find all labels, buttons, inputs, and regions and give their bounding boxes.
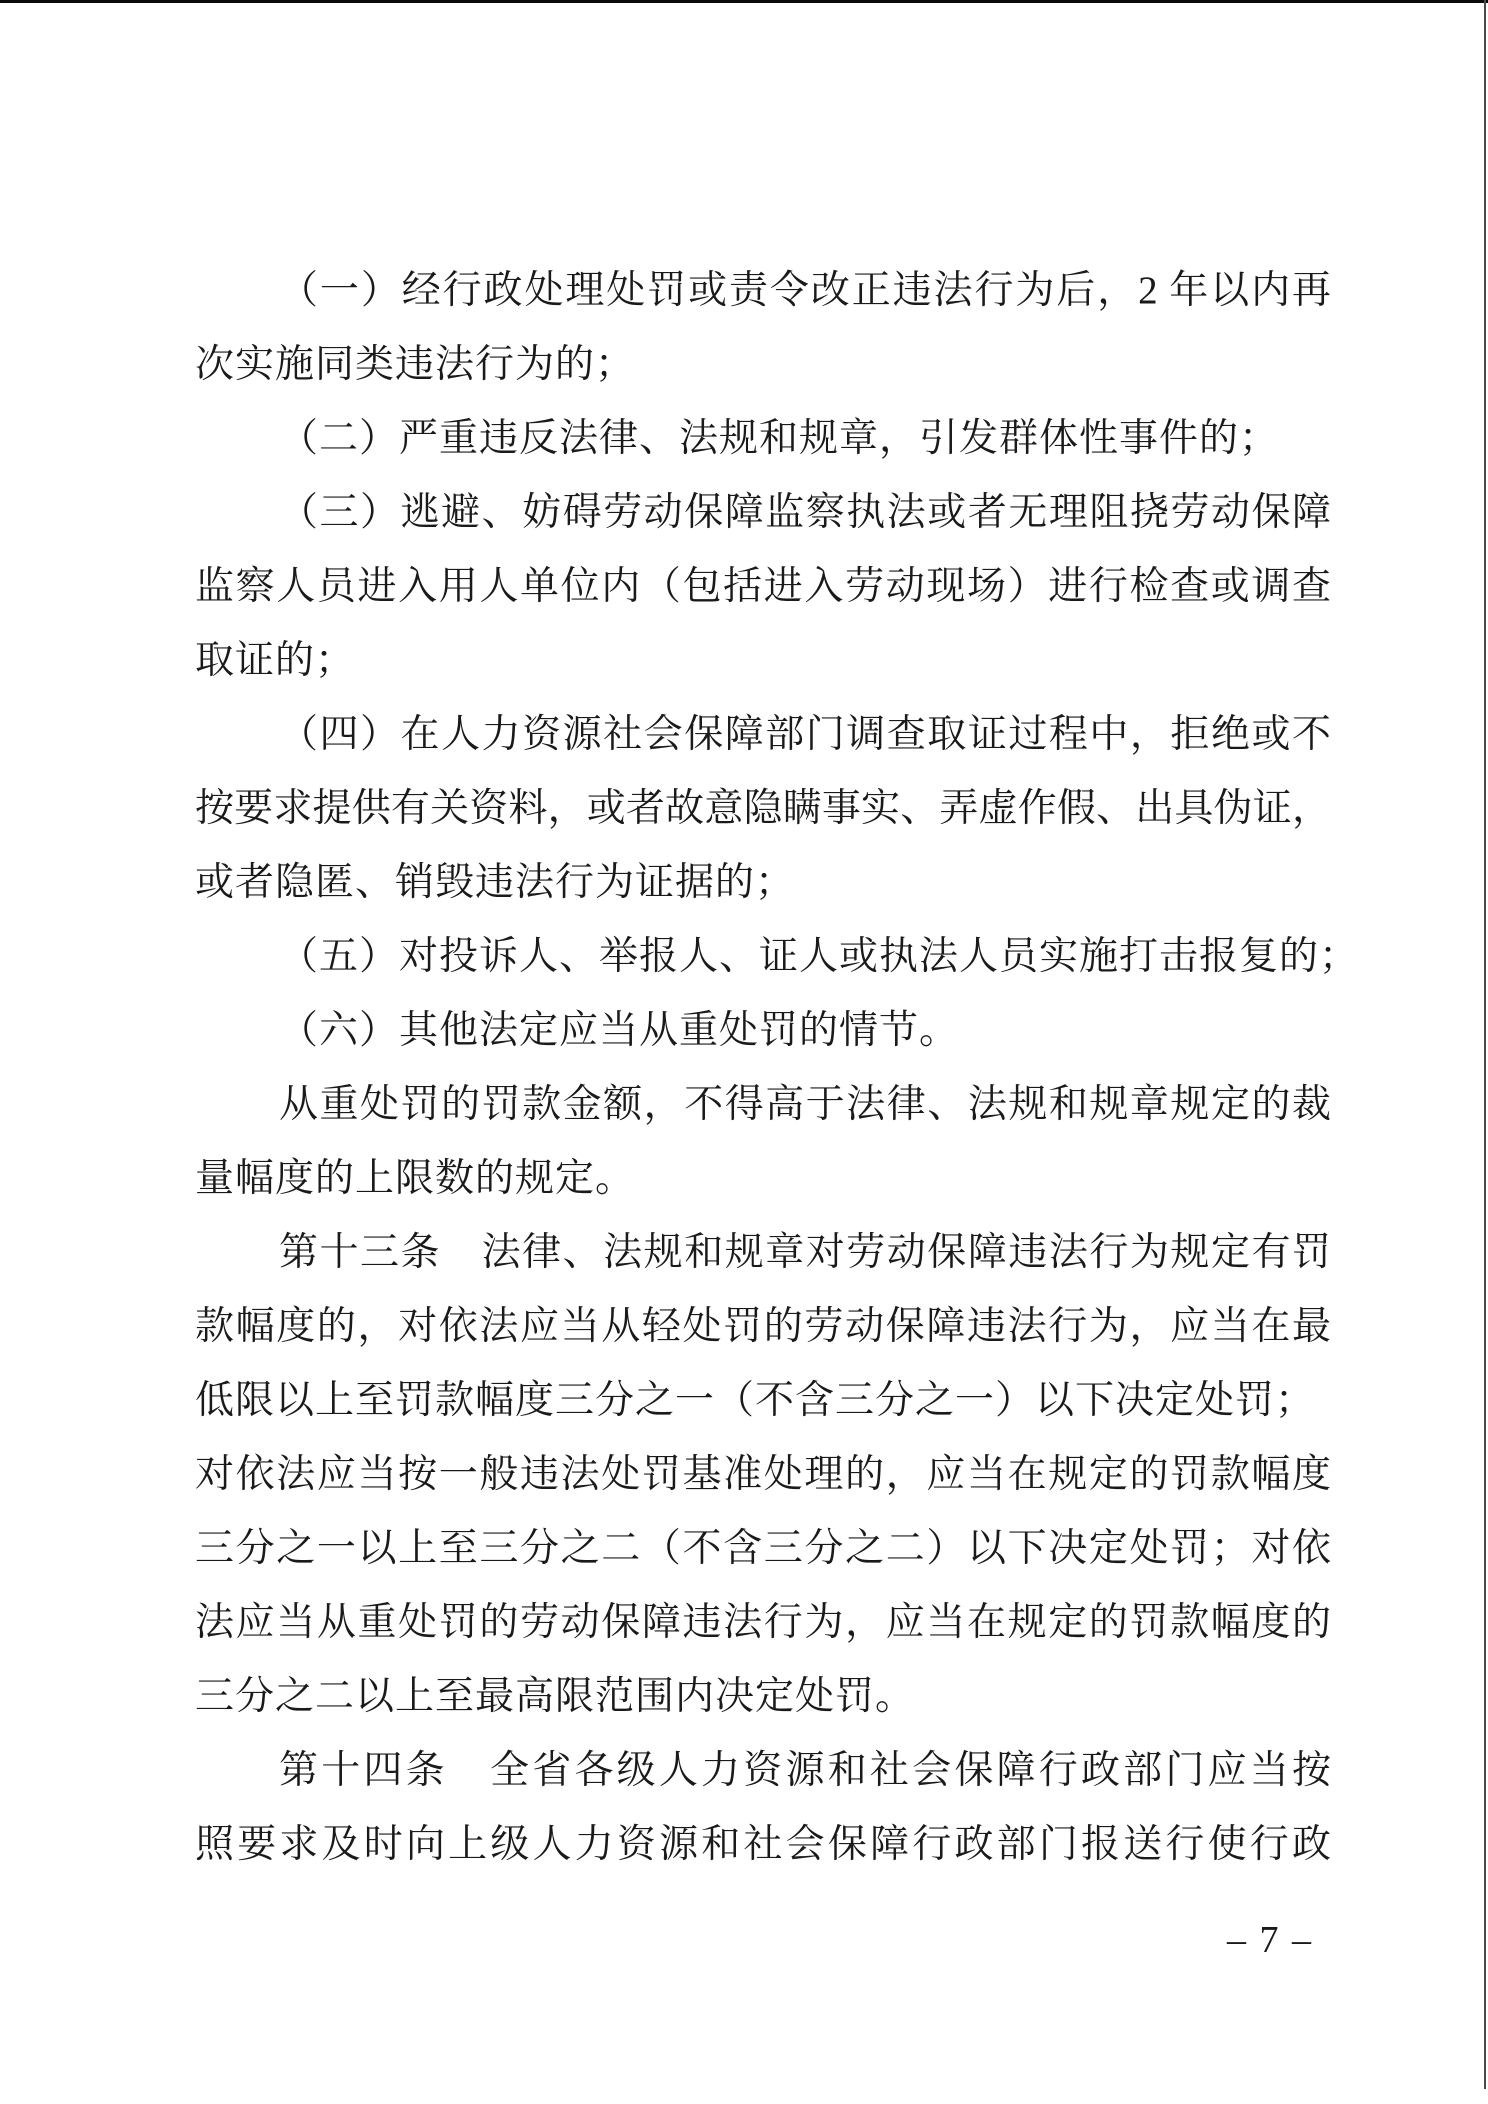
text-line: 低限以上至罚款幅度三分之一（不含三分之一）以下决定处罚；	[195, 1379, 1316, 1422]
text-line: （三）逃避、妨碍劳动保障监察执法或者无理阻挠劳动保障	[279, 491, 1331, 534]
text-line: 或者隐匿、销毁违法行为证据的；	[195, 861, 796, 904]
text-line: 三分之二以上至最高限范围内决定处罚。	[195, 1675, 916, 1718]
scan-right-edge	[1484, 0, 1486, 2089]
document-body	[195, 254, 1360, 1882]
text-line: （六）其他法定应当从重处罚的情节。	[279, 1009, 960, 1052]
text-line: 第十三条 法律、法规和规章对劳动保障违法行为规定有罚	[279, 1231, 1331, 1274]
scan-top-edge	[0, 0, 1488, 3]
text-line: 从重处罚的罚款金额，不得高于法律、法规和规章规定的裁	[279, 1083, 1331, 1126]
text-line: 次实施同类违法行为的；	[195, 343, 636, 386]
text-line: （五）对投诉人、举报人、证人或执法人员实施打击报复的；	[279, 935, 1360, 978]
text-line: 取证的；	[195, 639, 356, 682]
text-line: 量幅度的上限数的规定。	[195, 1157, 636, 1200]
text-line: （二）严重违反法律、法规和规章，引发群体性事件的；	[279, 417, 1280, 460]
text-line: 第十四条 全省各级人力资源和社会保障行政部门应当按	[279, 1749, 1331, 1792]
text-line: （四）在人力资源社会保障部门调查取证过程中，拒绝或不	[279, 713, 1331, 756]
text-line: 照要求及时向上级人力资源和社会保障行政部门报送行使行政	[195, 1823, 1331, 1866]
text-line: 款幅度的，对依法应当从轻处罚的劳动保障违法行为，应当在最	[195, 1305, 1331, 1348]
text-line: 三分之一以上至三分之二（不含三分之二）以下决定处罚；对依	[195, 1527, 1331, 1570]
text-line: 监察人员进入用人单位内（包括进入劳动现场）进行检查或调查	[195, 565, 1331, 608]
page-number: – 7 –	[1227, 1919, 1313, 1961]
text-line: 按要求提供有关资料，或者故意隐瞒事实、弄虚作假、出具伪证，	[195, 787, 1331, 830]
text-line: 对依法应当按一般违法处罚基准处理的，应当在规定的罚款幅度	[195, 1453, 1331, 1496]
text-line: 法应当从重处罚的劳动保障违法行为，应当在规定的罚款幅度的	[195, 1601, 1331, 1644]
text-line: （一）经行政处理处罚或责令改正违法行为后，2 年以内再	[279, 269, 1331, 312]
